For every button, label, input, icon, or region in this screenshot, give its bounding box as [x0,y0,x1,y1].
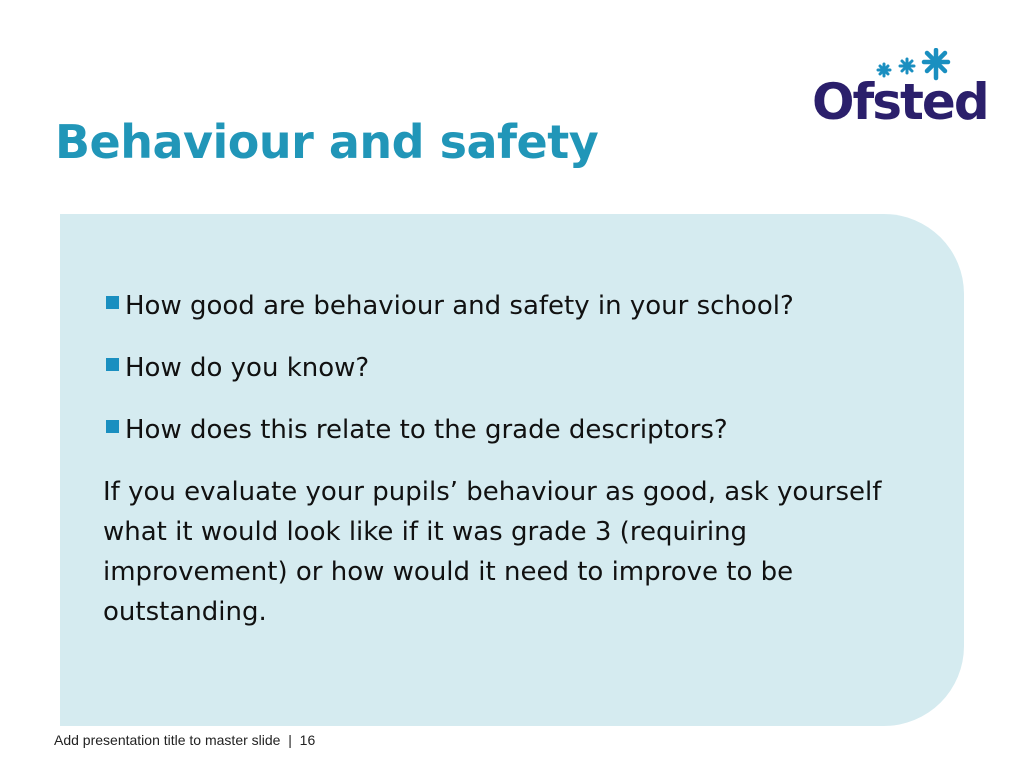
bullet-item [103,286,923,326]
footer-separator: | [288,732,292,748]
bullet-text: How do you know? [125,353,370,383]
bullet-text: How does this relate to the grade descriptors? [125,415,728,445]
content-area [103,286,923,632]
slide-title: Behaviour and safety [55,115,599,169]
square-bullet-icon [106,358,119,371]
footer-presentation-title: Add presentation title to master slide [54,732,281,748]
bullet-text: How good are behaviour and safety in your school? [125,291,794,321]
bullet-item [103,348,923,388]
bullet-list [103,286,923,450]
square-bullet-icon [106,420,119,433]
page-number: 16 [299,732,316,748]
logo-wordmark: Ofsted [812,73,988,131]
ofsted-logo [812,46,988,136]
slide-footer [54,732,315,748]
body-paragraph: If you evaluate your pupils’ behaviour as good, ask yourself what it would look like if it was grade 3 (requiring improvement) or how would it need to improve to be outstanding. [103,477,882,627]
square-bullet-icon [106,296,119,309]
bullet-item [103,410,923,450]
